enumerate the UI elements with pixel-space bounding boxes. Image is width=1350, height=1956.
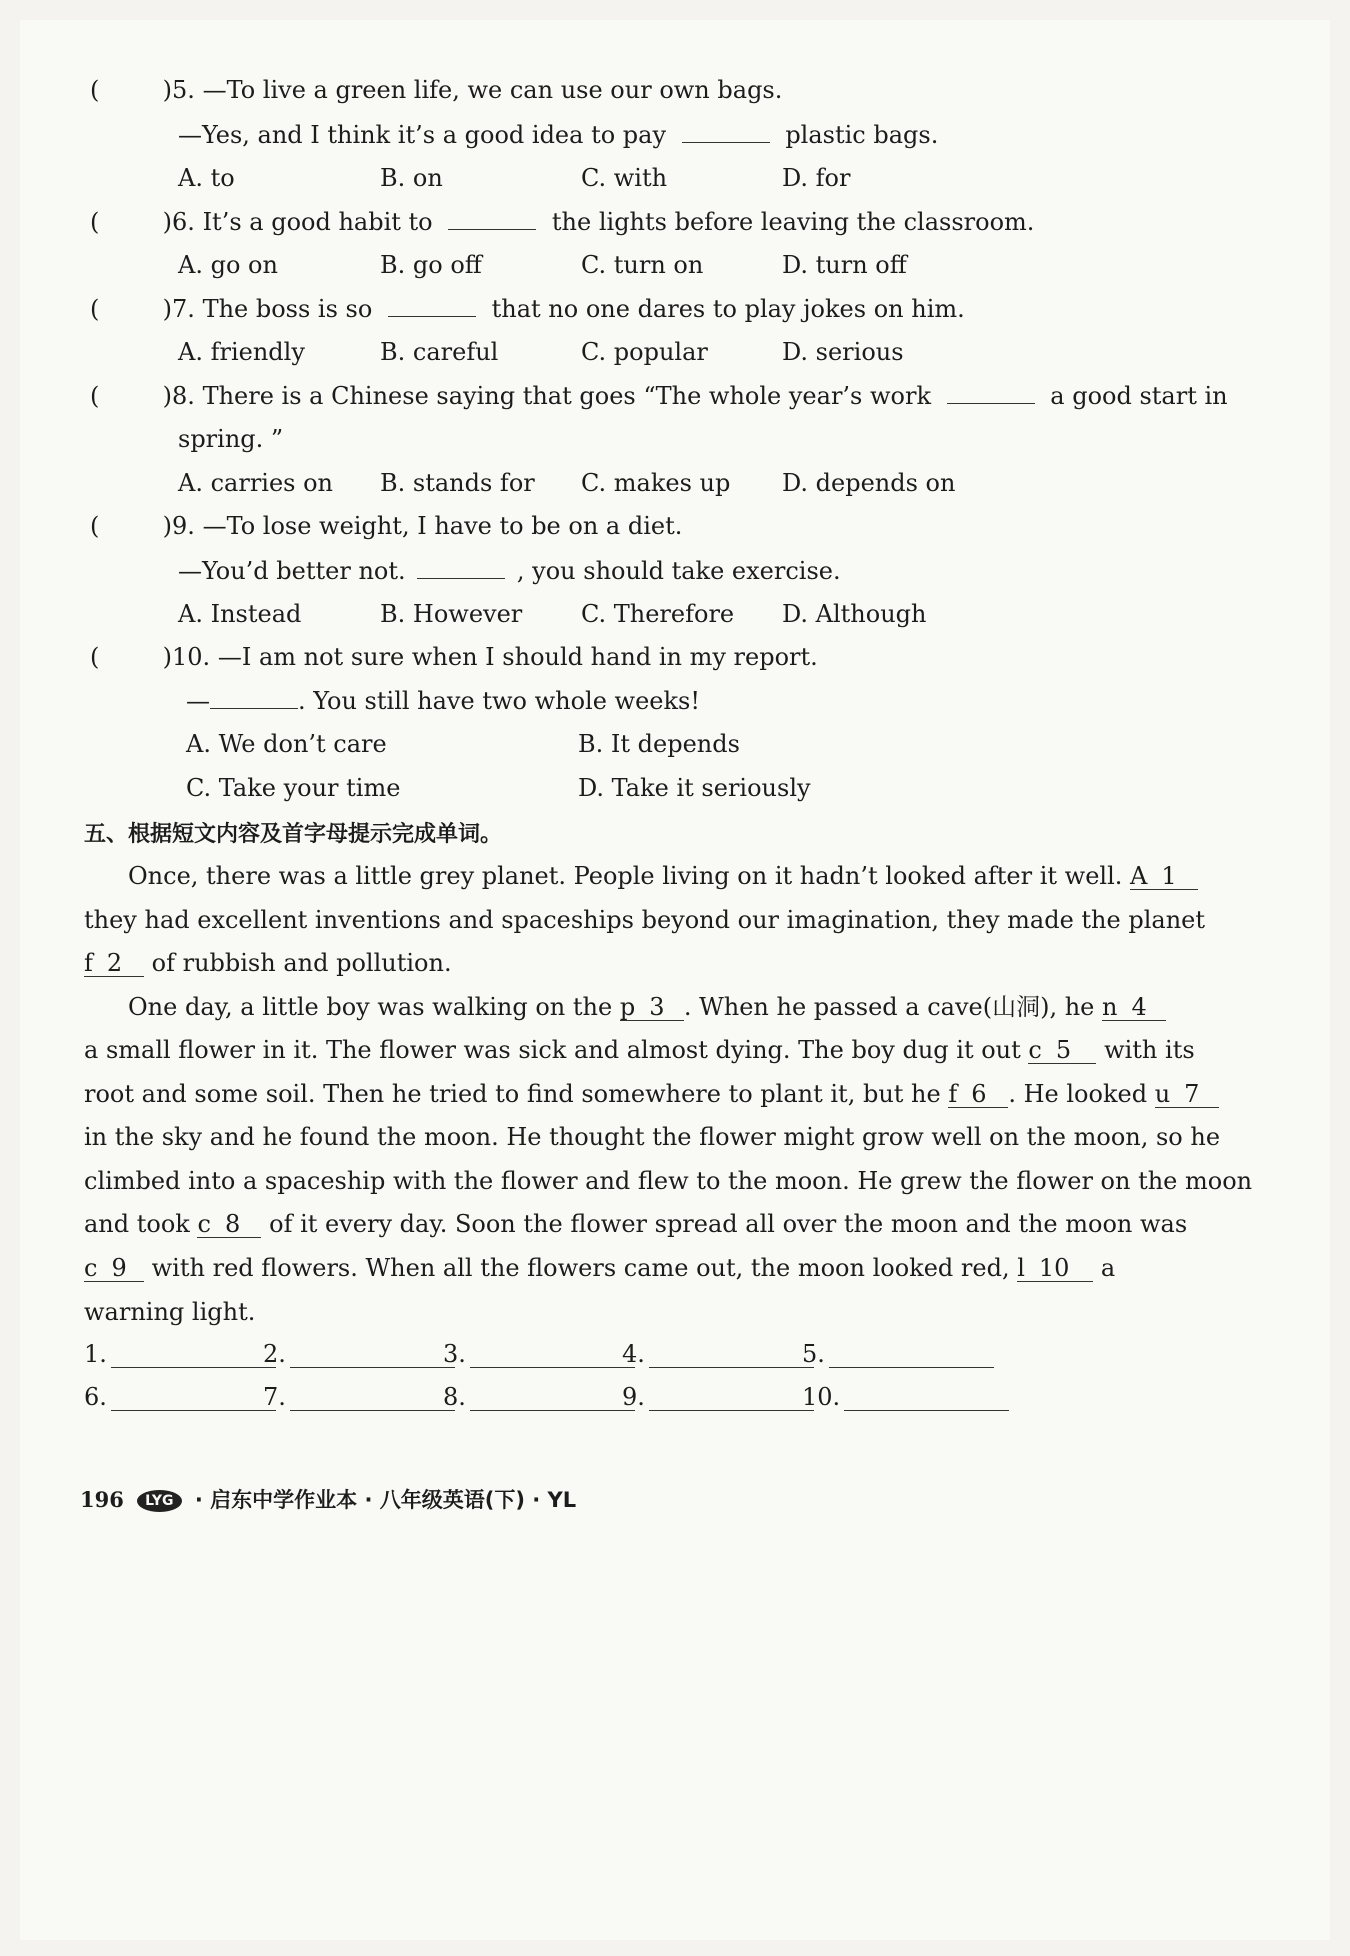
answer-line[interactable] <box>844 1384 1009 1411</box>
hint-letter: c <box>197 1210 211 1238</box>
question-number: )6. <box>162 208 195 236</box>
answer-label: 4. <box>622 1340 645 1368</box>
answer-paren: ( <box>90 295 100 323</box>
passage-text: . He looked <box>1008 1080 1148 1108</box>
hint-letter: l <box>1017 1254 1025 1282</box>
hint-blank-3[interactable] <box>620 994 684 1021</box>
passage-text: a <box>1100 1254 1116 1282</box>
question-5-line2 <box>178 118 938 151</box>
option-c[interactable]: C. turn on <box>581 251 704 279</box>
answer-line[interactable] <box>470 1384 635 1411</box>
option-a[interactable]: A. Instead <box>178 600 302 628</box>
answer-label: 3. <box>443 1340 466 1368</box>
passage-text: . When he passed a cave(山洞), he <box>683 993 1095 1021</box>
passage-text: root and some soil. Then he tried to find somewhere to plant it, but he <box>84 1080 941 1108</box>
publisher-logo: LYG <box>137 1490 181 1512</box>
answer-slot-4 <box>622 1340 814 1368</box>
answer-slot-3 <box>443 1340 635 1368</box>
answer-line[interactable] <box>111 1341 276 1368</box>
hint-blank-1[interactable] <box>1130 863 1198 890</box>
answer-label: 5. <box>802 1340 825 1368</box>
option-d[interactable]: D. Although <box>782 600 927 628</box>
blank-number: 8 <box>224 1210 241 1238</box>
hint-blank-2[interactable] <box>84 950 144 977</box>
option-a[interactable]: A. go on <box>178 251 278 279</box>
answer-line[interactable] <box>649 1384 814 1411</box>
option-b[interactable]: B. go off <box>380 251 482 279</box>
question-text: —You’d better not. <box>178 557 406 585</box>
option-b[interactable]: B. However <box>380 600 523 628</box>
blank-number: 10 <box>1038 1254 1070 1282</box>
passage-text: Once, there was a little grey planet. People living on it hadn’t looked after it well. <box>128 862 1123 890</box>
answer-slot-8 <box>443 1383 635 1411</box>
option-b[interactable]: B. It depends <box>578 730 740 758</box>
question-text: spring. ” <box>178 425 284 453</box>
answer-label: 8. <box>443 1383 466 1411</box>
option-c[interactable]: C. popular <box>581 338 708 366</box>
hint-blank-4[interactable] <box>1102 994 1166 1021</box>
question-text: the lights before leaving the classroom. <box>551 208 1035 236</box>
question-10 <box>90 641 818 673</box>
answer-line[interactable] <box>829 1341 994 1368</box>
question-text: —I am not sure when I should hand in my report. <box>217 643 818 671</box>
answer-slot-10 <box>802 1383 1009 1411</box>
question-7 <box>90 292 965 325</box>
question-text: —To lose weight, I have to be on a diet. <box>202 512 683 540</box>
hint-letter: p <box>619 993 636 1021</box>
hint-blank-7[interactable] <box>1155 1081 1219 1108</box>
option-d[interactable]: D. serious <box>782 338 904 366</box>
passage-line <box>84 1252 1115 1284</box>
answer-paren: ( <box>90 512 100 540</box>
answer-paren: ( <box>90 76 100 104</box>
question-9-line2 <box>178 554 841 587</box>
hint-blank-6[interactable] <box>948 1081 1008 1108</box>
hint-letter: f <box>84 949 93 977</box>
worksheet-page <box>20 20 1330 1940</box>
question-text: There is a Chinese saying that goes “The whole year’s work <box>202 382 931 410</box>
passage-text: One day, a little boy was walking on the <box>128 993 613 1021</box>
passage-text: a small flower in it. The flower was sick and almost dying. The boy dug it out <box>84 1036 1021 1064</box>
answer-slot-2 <box>263 1340 455 1368</box>
fill-blank[interactable] <box>682 118 770 143</box>
option-a[interactable]: A. We don’t care <box>186 730 387 758</box>
question-text: —To live a green life, we can use our own bags. <box>202 76 783 104</box>
passage-line <box>128 860 1198 892</box>
answer-paren: ( <box>90 382 100 410</box>
answer-label: 9. <box>622 1383 645 1411</box>
option-a[interactable]: A. to <box>178 164 235 192</box>
option-b[interactable]: B. stands for <box>380 469 535 497</box>
passage-text: with its <box>1104 1036 1195 1064</box>
option-d[interactable]: D. depends on <box>782 469 956 497</box>
blank-number: 2 <box>106 949 123 977</box>
question-6 <box>90 205 1034 238</box>
answer-label: 10. <box>802 1383 841 1411</box>
option-b[interactable]: B. careful <box>380 338 499 366</box>
question-text: plastic bags. <box>785 121 939 149</box>
blank-number: 6 <box>971 1080 987 1108</box>
answer-slot-6 <box>84 1383 276 1411</box>
option-d[interactable]: D. Take it seriously <box>578 774 811 802</box>
option-a[interactable]: A. carries on <box>178 469 334 497</box>
question-text: , you should take exercise. <box>516 557 841 585</box>
question-8 <box>90 379 1228 412</box>
blank-number: 3 <box>649 993 665 1021</box>
answer-line[interactable] <box>111 1384 276 1411</box>
question-number: )10. <box>162 643 211 671</box>
hint-letter: c <box>84 1254 98 1282</box>
answer-label: 2. <box>263 1340 286 1368</box>
question-10-line2 <box>186 684 700 717</box>
passage-line <box>84 947 452 979</box>
answer-slot-9 <box>622 1383 814 1411</box>
fill-blank[interactable] <box>947 379 1035 404</box>
answer-slot-5 <box>802 1340 994 1368</box>
answer-slot-1 <box>84 1340 276 1368</box>
answer-line[interactable] <box>290 1341 455 1368</box>
hint-letter: f <box>948 1080 958 1108</box>
passage-line <box>128 991 1166 1023</box>
blank-number: 1 <box>1161 862 1177 890</box>
passage-line <box>84 1208 1187 1240</box>
hint-blank-10[interactable] <box>1017 1255 1093 1282</box>
passage-line: in the sky and he found the moon. He thought the flower might grow well on the moon, so he <box>84 1123 1221 1151</box>
passage-line: they had excellent inventions and spaceships beyond our imagination, they made the planet <box>84 906 1205 934</box>
answer-line[interactable] <box>470 1341 635 1368</box>
fill-blank[interactable] <box>448 205 536 230</box>
option-d[interactable]: D. for <box>782 164 851 192</box>
passage-text: with red flowers. When all the flowers came out, the moon looked red, <box>151 1254 1010 1282</box>
page-footer <box>80 1484 576 1514</box>
answer-line[interactable] <box>649 1341 814 1368</box>
question-text: —Yes, and I think it’s a good idea to pay <box>178 121 667 149</box>
hint-blank-9[interactable] <box>84 1255 144 1282</box>
passage-line: warning light. <box>84 1298 256 1326</box>
passage-text: and took <box>84 1210 190 1238</box>
option-c[interactable]: C. makes up <box>581 469 731 497</box>
passage-text: of rubbish and pollution. <box>151 949 452 977</box>
hint-letter: n <box>1102 993 1118 1021</box>
hint-blank-8[interactable] <box>197 1211 261 1238</box>
answer-slot-7 <box>263 1383 455 1411</box>
question-text: . You still have two whole weeks! <box>298 687 700 715</box>
blank-number: 7 <box>1184 1080 1200 1108</box>
book-title: · 启东中学作业本 · 八年级英语(下) · YL <box>194 1488 577 1512</box>
passage-text: of it every day. Soon the flower spread all over the moon and the moon was <box>269 1210 1188 1238</box>
hint-letter: c <box>1028 1036 1042 1064</box>
question-9 <box>90 510 682 542</box>
question-text: — <box>186 687 210 715</box>
option-b[interactable]: B. on <box>380 164 443 192</box>
hint-blank-5[interactable] <box>1028 1037 1096 1064</box>
option-d[interactable]: D. turn off <box>782 251 907 279</box>
question-number: )9. <box>162 512 195 540</box>
passage-line: climbed into a spaceship with the flower and flew to the moon. He grew the flower on the moon <box>84 1167 1253 1195</box>
hint-letter: u <box>1154 1080 1171 1108</box>
blank-number: 5 <box>1055 1036 1072 1064</box>
answer-paren: ( <box>90 208 100 236</box>
hint-letter: A <box>1130 862 1148 890</box>
blank-number: 4 <box>1131 993 1147 1021</box>
passage-line <box>84 1078 1219 1110</box>
question-text: a good start in <box>1050 382 1228 410</box>
answer-line[interactable] <box>290 1384 455 1411</box>
question-5 <box>90 74 782 106</box>
option-c[interactable]: C. with <box>581 164 668 192</box>
question-number: )7. <box>162 295 195 323</box>
question-number: )5. <box>162 76 195 104</box>
blank-number: 9 <box>111 1254 127 1282</box>
option-a[interactable]: A. friendly <box>178 338 305 366</box>
answer-label: 6. <box>84 1383 107 1411</box>
fill-blank[interactable] <box>210 684 298 709</box>
answer-label: 1. <box>84 1340 107 1368</box>
question-text: that no one dares to play jokes on him. <box>491 295 965 323</box>
question-number: )8. <box>162 382 195 410</box>
passage-line <box>84 1034 1195 1066</box>
page-number: 196 <box>80 1487 124 1512</box>
question-text: It’s a good habit to <box>202 208 433 236</box>
section-title: 五、根据短文内容及首字母提示完成单词。 <box>84 822 503 847</box>
fill-blank[interactable] <box>417 554 505 579</box>
answer-paren: ( <box>90 643 100 671</box>
answer-label: 7. <box>263 1383 286 1411</box>
option-c[interactable]: C. Take your time <box>186 774 401 802</box>
fill-blank[interactable] <box>388 292 476 317</box>
question-text: The boss is so <box>202 295 373 323</box>
option-c[interactable]: C. Therefore <box>581 600 735 628</box>
